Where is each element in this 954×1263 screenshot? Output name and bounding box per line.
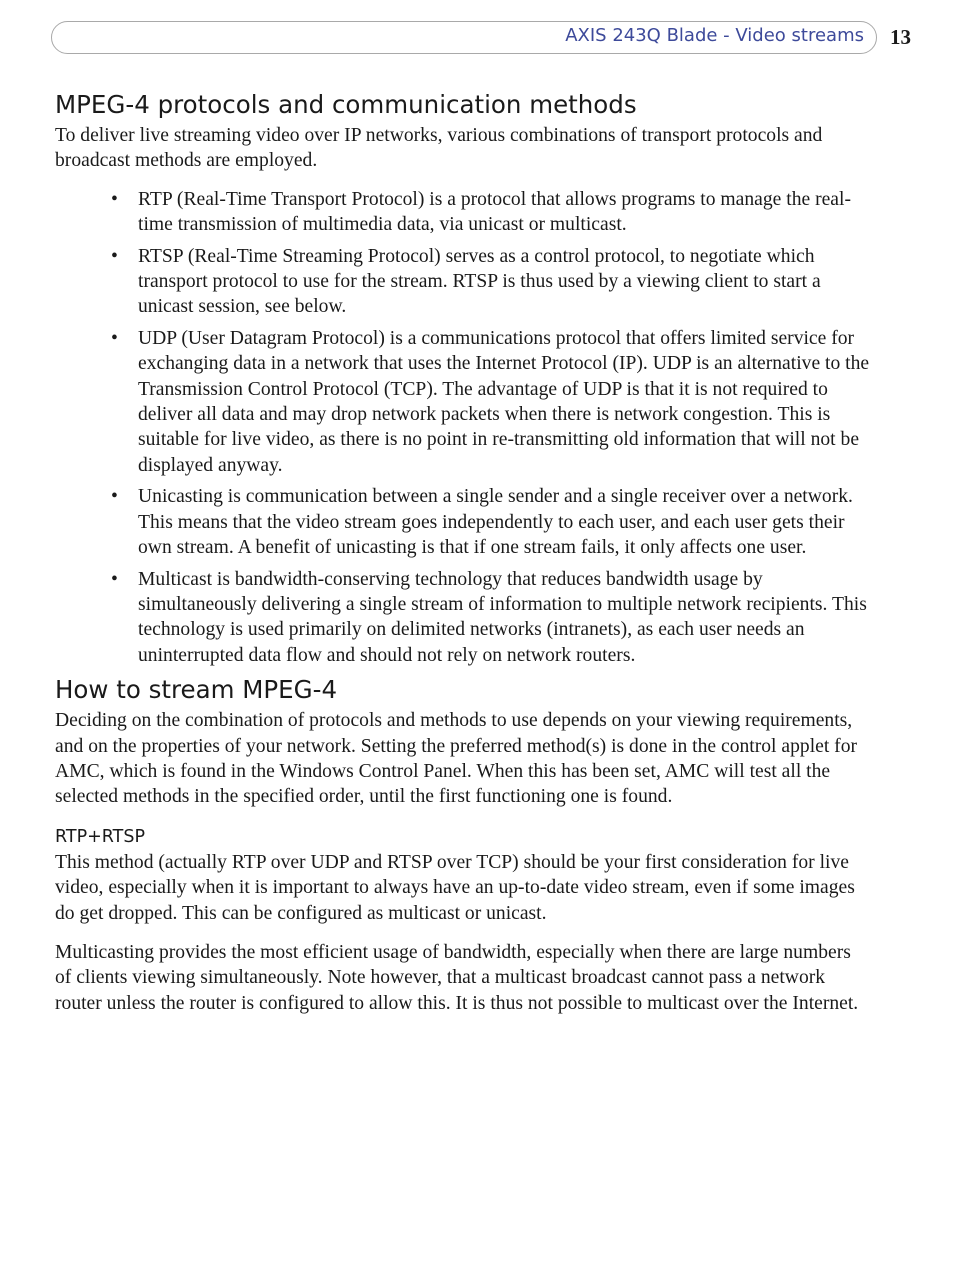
bullet-glyph: • bbox=[111, 188, 118, 210]
bullet-glyph: • bbox=[111, 327, 118, 349]
protocol-bullet-list bbox=[55, 187, 871, 668]
list-item-text: RTP (Real-Time Transport Protocol) is a protocol that allows programs to manage the real-time transmission of multimedia data, via unicast or multicast. bbox=[138, 188, 851, 236]
list-item bbox=[111, 326, 871, 478]
body-paragraph: Multicasting provides the most efficient usage of bandwidth, especially when there are large numbers of clients viewing simultaneously. Note however, that a multicast broadcast cannot pass a network router unless the router is configured to allow this. It is thus not possible to multicast over the Internet. bbox=[55, 941, 859, 1014]
list-item-text: Multicast is bandwidth-conserving technology that reduces bandwidth usage by simultaneously delivering a single stream of information to multiple network recipients. This technology is used primarily on delimited networks (intranets), as each user needs an uninterrupted data flow and should not rely on network routers. bbox=[138, 568, 867, 666]
running-header-title: AXIS 243Q Blade - Video streams bbox=[565, 25, 864, 46]
bullet-glyph: • bbox=[111, 245, 118, 267]
section-intro-paragraph: To deliver live streaming video over IP networks, various combinations of transport protocols and broadcast methods are employed. bbox=[55, 125, 823, 172]
list-item-text: UDP (User Datagram Protocol) is a communications protocol that offers limited service for exchanging data in a network that uses the Internet Protocol (IP). UDP is an alternative to the Transmission Control Protocol (TCP). The advantage of UDP is that it is not required to deliver all data and may drop network packets when there is network congestion. This is suitable for live video, as there is no point in re-transmitting old information that will not be displayed anyway. bbox=[138, 327, 870, 476]
list-item bbox=[111, 484, 871, 560]
bullet-glyph: • bbox=[111, 568, 118, 590]
section-intro-paragraph: Deciding on the combination of protocols and methods to use depends on your viewing requirements, and on the properties of your network. Setting the preferred method(s) is done in the control applet for AMC, which is found in the Windows Control Panel. When this has been set, AMC will test all the selected methods in the specified order, until the first functioning one is found. bbox=[55, 710, 858, 808]
list-item-text: Unicasting is communication between a single sender and a single receiver over a network. This means that the video stream goes independently to each user, and each user gets their own stream. A benefit of unicasting is that if one stream fails, it only affects one user. bbox=[138, 486, 853, 559]
list-item-text: RTSP (Real-Time Streaming Protocol) serves as a control protocol, to negotiate which transport protocol to use for the stream. RTSP is thus used by a viewing client to start a unicast session, see below. bbox=[138, 245, 821, 318]
body-paragraph: This method (actually RTP over UDP and RTSP over TCP) should be your first consideration for live video, especially when it is important to always have an up-to-date video stream, even if some images do get dropped. This can be configured as multicast or unicast. bbox=[55, 851, 855, 924]
page-body bbox=[55, 89, 871, 1016]
list-item bbox=[111, 244, 871, 320]
section-heading-how-to-stream: How to stream MPEG-4 bbox=[55, 675, 338, 705]
bullet-glyph: • bbox=[111, 486, 118, 508]
subheading-rtp-rtsp: RTP+RTSP bbox=[55, 826, 146, 847]
list-item bbox=[111, 567, 871, 669]
section-heading-mpeg4-protocols: MPEG-4 protocols and communication methods bbox=[55, 90, 637, 119]
page-number: 13 bbox=[890, 25, 911, 49]
list-item bbox=[111, 187, 871, 238]
